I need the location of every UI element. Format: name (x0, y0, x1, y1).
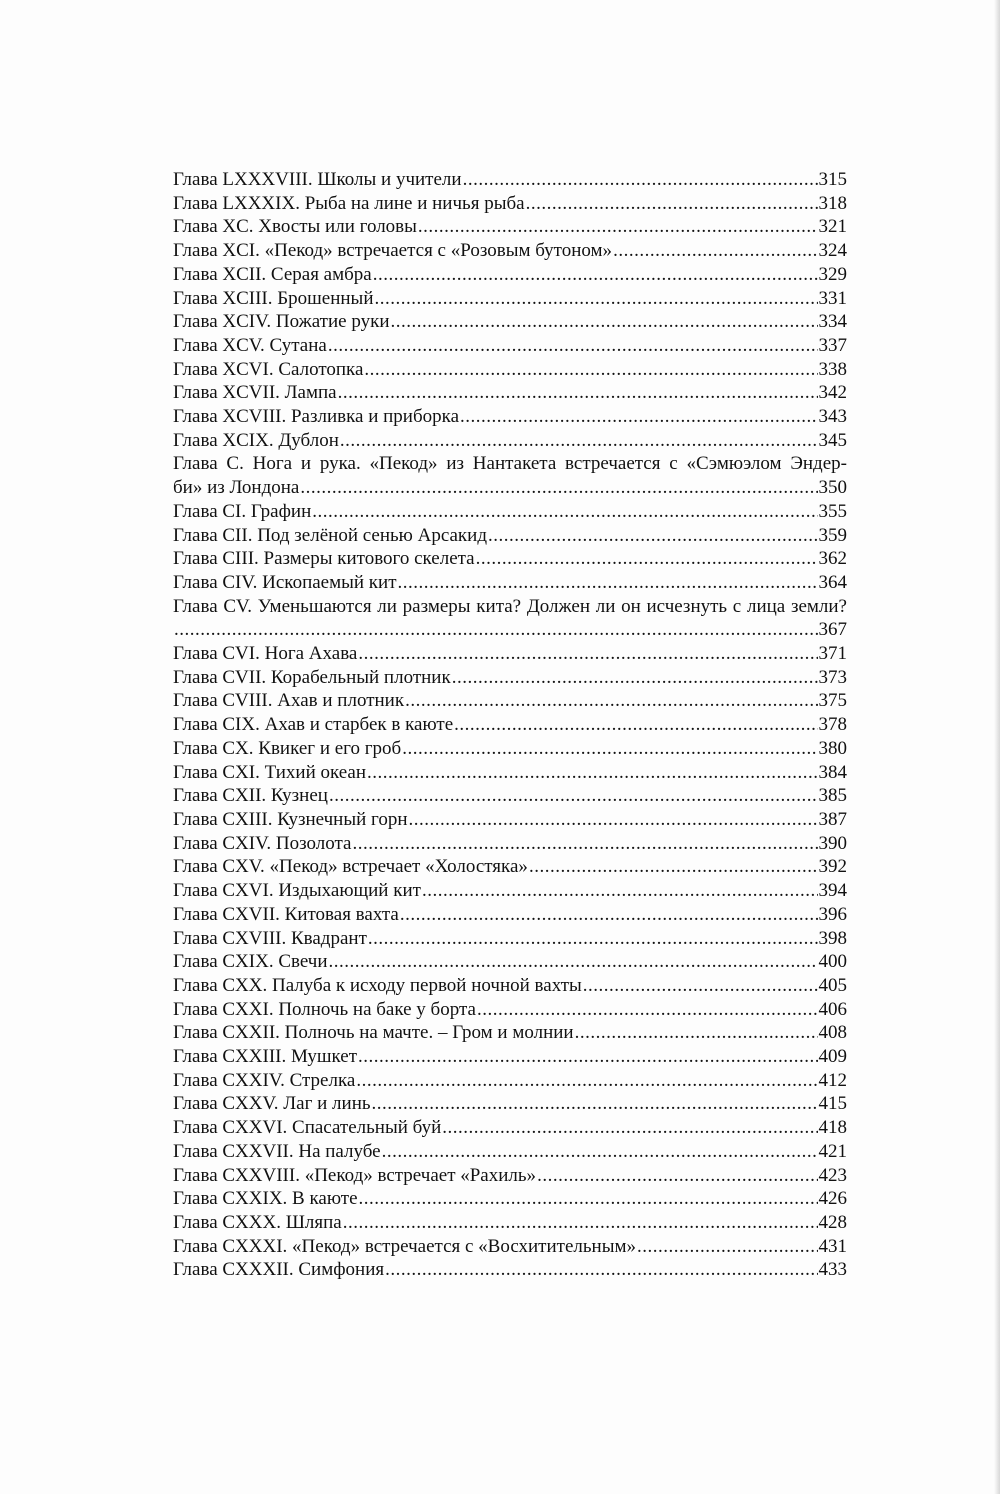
toc-entry-title: Глава XCIII. Брошенный (173, 287, 374, 309)
toc-entry (173, 1069, 847, 1093)
dot-leader (356, 1069, 817, 1093)
toc-entry-page: 390 (818, 832, 847, 854)
toc-entry-title-line1: Глава C. Нога и рука. «Пекод» из Нантакета встречается с «Сэмюэлом Эндер- (173, 453, 847, 475)
toc-entry-title: Глава XCII. Серая амбра (173, 263, 372, 285)
dot-leader (340, 429, 818, 453)
dot-leader (526, 192, 818, 216)
toc-entry (173, 358, 847, 382)
toc-entry (173, 784, 847, 808)
toc-entry-page: 394 (818, 880, 847, 902)
toc-entry-title-line2-row (173, 618, 847, 642)
toc-entry-page: 367 (818, 619, 847, 641)
toc-entry-page: 400 (818, 951, 847, 973)
toc-entry (173, 1235, 847, 1259)
toc-entry-title: Глава CVII. Корабельный плотник (173, 666, 451, 688)
toc-entry-page: 318 (818, 192, 847, 214)
toc-entry-title: Глава CXXIII. Мушкет (173, 1046, 358, 1068)
toc-entry-title: Глава CXXXII. Симфония (173, 1259, 385, 1281)
toc-entry (173, 381, 847, 405)
toc-entry-title: Глава CXX. Палуба к исходу первой ночной вахты (173, 974, 582, 996)
toc-entry (173, 927, 847, 951)
dot-leader (382, 1140, 818, 1164)
toc-entry-wrapped (173, 595, 847, 642)
toc-entry-title: Глава LXXXVIII. Школы и учители (173, 169, 462, 190)
toc-entry-title-line1: Глава CV. Уменьшаются ли размеры кита? Должен ли он исчезнуть с лица земли? (173, 595, 847, 617)
toc-entry (173, 1116, 847, 1140)
toc-entry-title: Глава CXIII. Кузнечный горн (173, 808, 408, 830)
dot-leader (454, 713, 817, 737)
dot-leader (373, 263, 818, 287)
dot-leader (329, 784, 818, 808)
toc-entry (173, 1258, 847, 1282)
toc-entry-title: Глава CX. Квикег и его гроб (173, 737, 402, 759)
toc-entry-page: 396 (818, 903, 847, 925)
toc-entry-page: 423 (818, 1164, 847, 1186)
dot-leader (460, 405, 817, 429)
toc-entry-title: Глава CXXII. Полночь на мачте. – Гром и молнии (173, 1022, 574, 1044)
toc-entry-page: 421 (818, 1140, 847, 1162)
toc-entry (173, 1140, 847, 1164)
toc-entry-title: Глава CXXV. Лаг и линь (173, 1093, 371, 1115)
toc-entry-title: Глава CXIV. Позолота (173, 832, 352, 854)
toc-entry (173, 287, 847, 311)
toc-entry (173, 429, 847, 453)
dot-leader (343, 1211, 818, 1235)
toc-entry (173, 713, 847, 737)
toc-entry-page: 433 (818, 1259, 847, 1281)
toc-entry-title: Глава CXXIV. Стрелка (173, 1069, 356, 1091)
toc-entry-page: 345 (818, 429, 847, 451)
toc-entry-page: 343 (818, 406, 847, 428)
dot-leader (352, 832, 817, 856)
dot-leader (409, 808, 818, 832)
dot-leader (312, 500, 817, 524)
toc-entry (173, 524, 847, 548)
toc-entry (173, 1187, 847, 1211)
dot-leader (329, 950, 818, 974)
toc-entry-title: Глава CI. Графин (173, 500, 312, 522)
toc-entry-page: 375 (818, 690, 847, 712)
dot-leader (400, 903, 818, 927)
toc-entry-page: 384 (818, 761, 847, 783)
toc-entry (173, 1211, 847, 1235)
toc-entry (173, 950, 847, 974)
dot-leader (358, 1045, 817, 1069)
dot-leader (488, 524, 818, 548)
dot-leader (529, 855, 818, 879)
dot-leader (368, 927, 818, 951)
dot-leader (613, 239, 817, 263)
toc-entry (173, 689, 847, 713)
toc-entry-title: Глава CXXVIII. «Пекод» встречает «Рахиль» (173, 1164, 537, 1186)
toc-entry-title: Глава CXXVII. На палубе (173, 1140, 381, 1162)
toc-entry-title: Глава CXXX. Шляпа (173, 1211, 342, 1233)
toc-entry-title: Глава CIII. Размеры китового скелета (173, 548, 475, 570)
dot-leader (537, 1164, 817, 1188)
toc-entry (173, 1092, 847, 1116)
dot-leader (637, 1235, 818, 1259)
toc-entry-page: 385 (818, 785, 847, 807)
toc-entry-title: Глава LXXXIX. Рыба на лине и ничья рыба (173, 192, 525, 214)
toc-entry (173, 310, 847, 334)
toc-entry (173, 1164, 847, 1188)
toc-entry-title: Глава CXVII. Китовая вахта (173, 903, 399, 925)
dot-leader (328, 334, 818, 358)
toc-entry (173, 263, 847, 287)
toc-entry-page: 373 (818, 666, 847, 688)
toc-entry-title: Глава CXVI. Издыхающий кит (173, 880, 421, 902)
toc-entry (173, 571, 847, 595)
dot-leader (583, 974, 818, 998)
toc-entry (173, 547, 847, 571)
toc-entry-title: Глава XCI. «Пекод» встречается с «Розовым бутоном» (173, 240, 613, 262)
toc-entry-page: 324 (818, 240, 847, 262)
toc-entry-page: 329 (818, 263, 847, 285)
toc-entry-page: 398 (818, 927, 847, 949)
toc-entry-page: 342 (818, 382, 847, 404)
toc-entry-page: 337 (818, 334, 847, 356)
dot-leader (372, 1092, 818, 1116)
toc-entry-page: 355 (818, 500, 847, 522)
toc-entry-page: 364 (818, 571, 847, 593)
toc-entry (173, 1045, 847, 1069)
toc-entry-page: 428 (818, 1211, 847, 1233)
toc-entry-page: 406 (818, 998, 847, 1020)
toc-entry-title: Глава CIX. Ахав и старбек в каюте (173, 714, 454, 736)
dot-leader (338, 381, 818, 405)
toc-entry-page: 426 (818, 1188, 847, 1210)
dot-leader (442, 1116, 817, 1140)
toc-entry-title: Глава XCIV. Пожатие руки (173, 311, 390, 333)
toc-entry-page: 338 (818, 358, 847, 380)
toc-entry-title-line2-row (173, 476, 847, 500)
toc-entry-page: 362 (818, 548, 847, 570)
toc-entry-page: 408 (818, 1022, 847, 1044)
toc-entry (173, 808, 847, 832)
toc-entry-title: Глава CXIX. Свечи (173, 951, 328, 973)
dot-leader (476, 547, 818, 571)
toc-entry (173, 666, 847, 690)
toc-entry (173, 500, 847, 524)
dot-leader (402, 737, 817, 761)
page-edge-shadow (994, 0, 1000, 1494)
toc-entry-title: Глава XCIX. Дублон (173, 429, 339, 451)
toc-entry-page: 387 (818, 808, 847, 830)
toc-entry-title: Глава CXII. Кузнец (173, 785, 328, 807)
toc-entry (173, 879, 847, 903)
dot-leader (575, 1021, 818, 1045)
toc-entry-title: Глава XC. Хвосты или головы (173, 216, 417, 238)
toc-entry-title: Глава CIV. Ископаемый кит (173, 571, 397, 593)
toc-entry-title: Глава CXI. Тихий океан (173, 761, 367, 783)
toc-entry (173, 855, 847, 879)
toc-entry-title: Глава CXXXI. «Пекод» встречается с «Восхитительным» (173, 1235, 636, 1257)
toc-entry-title: Глава CVIII. Ахав и плотник (173, 690, 405, 712)
dot-leader (418, 215, 818, 239)
dot-leader (477, 998, 818, 1022)
toc-entry (173, 334, 847, 358)
dot-leader (398, 571, 818, 595)
toc-entry (173, 903, 847, 927)
toc-entry (173, 998, 847, 1022)
toc-entry (173, 832, 847, 856)
dot-leader (375, 287, 818, 311)
toc-entry-page: 371 (818, 643, 847, 665)
toc-entry (173, 168, 847, 192)
dot-leader (174, 618, 818, 642)
toc-entry-page: 359 (818, 524, 847, 546)
toc-entry (173, 1021, 847, 1045)
toc-entry-page: 405 (818, 974, 847, 996)
toc-entry-page: 350 (818, 477, 847, 499)
toc-entry-title: Глава CII. Под зелёной сенью Арсакид (173, 524, 487, 546)
dot-leader (385, 1258, 817, 1282)
toc-entry-page: 412 (818, 1069, 847, 1091)
toc-entry-title: Глава CXV. «Пекод» встречает «Холостяка» (173, 856, 528, 878)
table-of-contents (173, 168, 847, 1282)
dot-leader (358, 642, 817, 666)
dot-leader (422, 879, 818, 903)
toc-entry-title: Глава XCVI. Салотопка (173, 358, 364, 380)
toc-entry-title: Глава CXXI. Полночь на баке у борта (173, 998, 476, 1020)
toc-entry-title: Глава XCVIII. Разливка и приборка (173, 406, 460, 428)
toc-entry (173, 192, 847, 216)
toc-entry (173, 737, 847, 761)
toc-entry-wrapped (173, 452, 847, 499)
toc-entry-page: 334 (818, 311, 847, 333)
toc-entry-page: 418 (818, 1117, 847, 1139)
toc-entry (173, 761, 847, 785)
dot-leader (359, 1187, 818, 1211)
toc-entry (173, 239, 847, 263)
toc-entry (173, 215, 847, 239)
toc-entry-page: 315 (818, 169, 847, 190)
toc-entry-title: Глава XCV. Сутана (173, 334, 327, 356)
toc-entry-page: 409 (818, 1046, 847, 1068)
toc-entry (173, 642, 847, 666)
dot-leader (452, 666, 818, 690)
toc-entry-title: Глава CVI. Нога Ахава (173, 643, 358, 665)
dot-leader (364, 358, 817, 382)
toc-entry-title: Глава CXXIX. В каюте (173, 1188, 358, 1210)
toc-entry-title: Глава CXXVI. Спасательный буй (173, 1117, 442, 1139)
dot-leader (405, 689, 817, 713)
dot-leader (367, 761, 817, 785)
dot-leader (391, 310, 818, 334)
dot-leader (300, 476, 817, 500)
toc-entry-title: Глава CXVIII. Квадрант (173, 927, 367, 949)
dot-leader (463, 168, 818, 192)
toc-entry (173, 974, 847, 998)
toc-entry-page: 378 (818, 714, 847, 736)
toc-entry-page: 321 (818, 216, 847, 238)
toc-entry-page: 392 (818, 856, 847, 878)
toc-entry-page: 380 (818, 737, 847, 759)
toc-entry-page: 431 (818, 1235, 847, 1257)
toc-entry-page: 331 (818, 287, 847, 309)
toc-entry-title: Глава XCVII. Лампа (173, 382, 337, 404)
toc-entry-title-line2: би» из Лондона (173, 477, 300, 499)
toc-entry (173, 405, 847, 429)
toc-entry-page: 415 (818, 1093, 847, 1115)
